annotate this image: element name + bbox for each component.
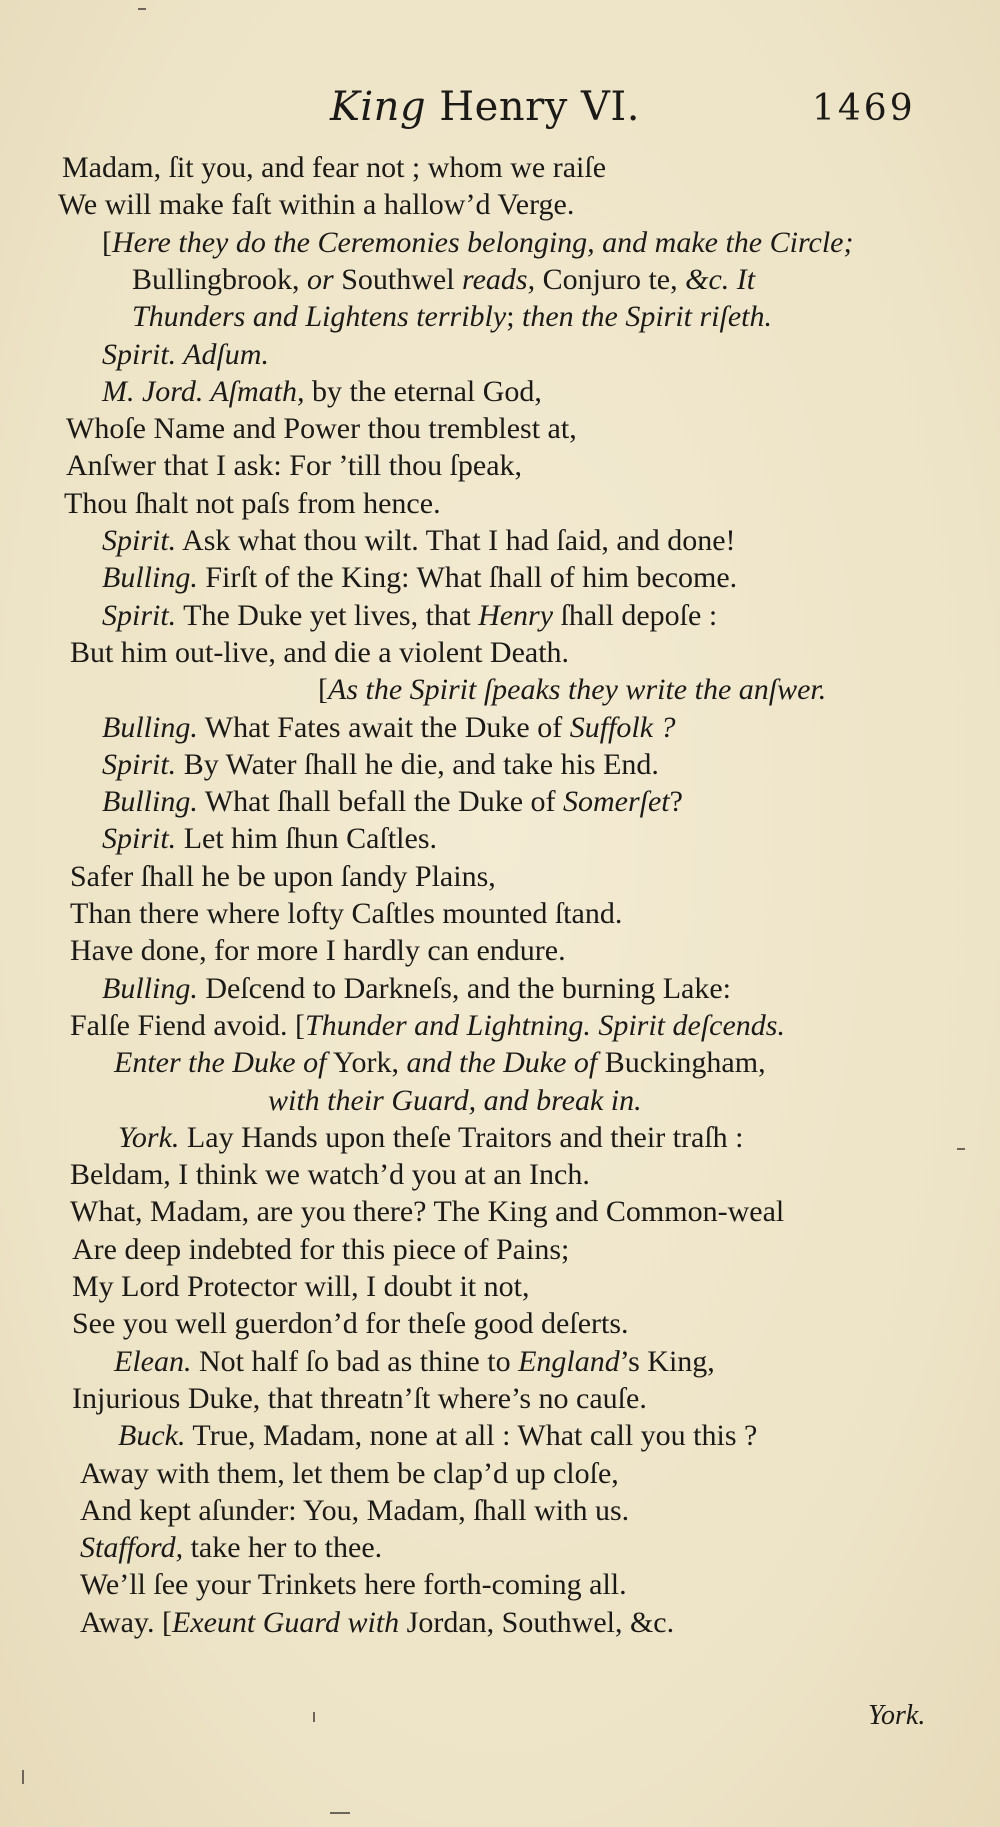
italic-span: Henry — [478, 598, 554, 632]
roman-span: What, Madam, are you there? The King and Common-weal — [70, 1195, 785, 1229]
text-line — [102, 710, 676, 746]
roman-span: York, — [326, 1046, 407, 1080]
scan-speck — [138, 8, 146, 10]
roman-span: Ask what thou wilt. That I had ſaid, and done! — [176, 524, 736, 557]
text-line — [70, 859, 496, 895]
text-line — [268, 1083, 642, 1119]
text-line — [70, 1194, 784, 1230]
text-line — [70, 896, 622, 932]
italic-span: Buck. — [118, 1419, 186, 1453]
italic-span: with their Guard, and break in. — [268, 1083, 642, 1117]
roman-span: Away with them, let them be clap’d up cloſe, — [80, 1456, 619, 1490]
text-line — [80, 1456, 619, 1492]
text-line — [102, 821, 437, 857]
roman-span: What ſhall befall the Duke of — [197, 785, 563, 819]
text-line — [72, 1381, 647, 1417]
italic-span: As the Spirit ſpeaks they write the anſwer. — [328, 673, 827, 707]
text-line — [70, 933, 566, 969]
italic-span: Here they do the Ceremonies belonging, and make the Circle; — [112, 225, 854, 259]
roman-span: Firſt of the King: What ſhall of him become. — [197, 561, 738, 595]
roman-span: ; — [506, 300, 523, 334]
roman-span: Southwel — [333, 262, 463, 296]
text-line — [118, 1418, 757, 1454]
italic-span: Elean. — [114, 1344, 192, 1378]
italic-span: Exeunt Guard with — [171, 1605, 400, 1639]
roman-span: [ — [102, 225, 112, 259]
italic-span: Suffolk ? — [569, 710, 676, 744]
roman-span: Conjuro te, — [535, 262, 686, 296]
text-line — [102, 971, 731, 1007]
roman-span: See you well guerdon’d for theſe good deſerts. — [72, 1307, 629, 1341]
roman-span: Anſwer that I ask: For ’till thou ſpeak, — [66, 449, 523, 483]
text-line — [102, 598, 717, 634]
text-line — [66, 411, 577, 447]
text-line — [132, 262, 755, 298]
scan-speck — [330, 1812, 350, 1814]
text-line — [132, 299, 772, 335]
italic-span: then the Spirit riſeth. — [522, 300, 773, 334]
text-line — [102, 747, 659, 783]
roman-span: Not half ſo bad as thine to — [191, 1344, 519, 1378]
roman-span: We will make faſt within a hallow’d Verge. — [58, 188, 575, 222]
text-line — [72, 1269, 529, 1305]
text-line — [102, 374, 542, 410]
roman-span: ’s King, — [619, 1344, 715, 1378]
italic-span: &c. It — [685, 262, 756, 296]
text-line — [66, 448, 522, 484]
italic-span: York. — [118, 1120, 180, 1154]
roman-span: Bullingbrook, — [132, 262, 308, 296]
italic-span: Stafford, — [80, 1531, 184, 1565]
roman-span: Thou ſhalt not paſs from hence. — [64, 486, 441, 520]
text-line — [318, 672, 826, 708]
text-line — [80, 1493, 629, 1529]
roman-span: Beldam, I think we watch’d you at an Inch. — [70, 1158, 590, 1192]
roman-span: Deſcend to Darkneſs, and the burning Lake: — [197, 971, 732, 1005]
italic-span: Spirit. — [102, 822, 177, 856]
scan-speck — [22, 1770, 24, 1784]
text-line — [58, 187, 574, 223]
roman-span: The Duke yet lives, that — [176, 598, 479, 632]
text-line — [64, 486, 441, 522]
text-line — [102, 337, 269, 373]
roman-span: take her to thee. — [183, 1531, 383, 1565]
text-line — [102, 560, 737, 596]
italic-span: Bulling. — [102, 561, 198, 595]
text-line — [102, 225, 853, 261]
text-line — [70, 1008, 785, 1044]
roman-span: Jordan, Southwel, &c. — [399, 1605, 675, 1639]
running-header — [0, 78, 1000, 138]
roman-span: True, Madam, none at all : What call you this ? — [185, 1419, 758, 1453]
roman-span: Are deep indebted for this piece of Pains; — [72, 1232, 570, 1266]
roman-span: But him out-live, and die a violent Death. — [70, 635, 570, 669]
roman-span: By Water ſhall he die, and take his End. — [176, 747, 659, 781]
italic-span: reads, — [462, 262, 536, 296]
text-line — [72, 1232, 569, 1268]
text-line — [114, 1045, 766, 1081]
italic-span: and the Duke of — [406, 1046, 598, 1080]
text-line — [80, 1567, 627, 1603]
italic-span: Thunders and Lightens terribly — [132, 300, 507, 334]
text-line — [62, 150, 606, 186]
italic-span: Enter the Duke of — [114, 1046, 327, 1080]
roman-span: What Fates await the Duke of — [197, 710, 570, 744]
text-line — [80, 1530, 382, 1566]
roman-span: Falſe Fiend avoid. [ — [70, 1008, 305, 1042]
page-number: 1469 — [812, 88, 916, 129]
roman-span: And kept aſunder: You, Madam, ſhall with us. — [80, 1493, 630, 1527]
italic-span: Bulling. — [102, 710, 198, 744]
running-title-rest: Henry VI. — [426, 84, 640, 130]
italic-span: M. Jord. Aſmath, — [102, 374, 305, 408]
roman-span: Lay Hands upon theſe Traitors and their traſh : — [179, 1120, 744, 1154]
roman-span: Whoſe Name and Power thou tremblest at, — [66, 412, 577, 446]
roman-span: ? — [669, 785, 683, 819]
roman-span: Madam, ſit you, and fear not ; whom we raiſe — [62, 151, 607, 184]
roman-span: We’ll ſee your Trinkets here forth-coming all. — [80, 1568, 627, 1602]
scan-speck — [957, 1148, 965, 1150]
italic-span: or — [307, 262, 334, 296]
roman-span: Buckingham, — [597, 1046, 766, 1080]
roman-span: by the eternal God, — [304, 374, 542, 408]
running-title-italic: King — [330, 84, 427, 130]
roman-span: Injurious Duke, that threatn’ſt where’s no cauſe. — [72, 1381, 647, 1415]
italic-span: Spirit. — [102, 747, 177, 781]
italic-span: Spirit. — [102, 598, 177, 632]
roman-span: ſhall depoſe : — [553, 598, 718, 632]
italic-span: Bulling. — [102, 971, 198, 1005]
italic-span: Spirit. — [102, 524, 177, 557]
roman-span: My Lord Protector will, I doubt it not, — [72, 1270, 530, 1303]
italic-span: Somerſet — [563, 785, 670, 819]
italic-span: England — [518, 1344, 620, 1378]
text-line — [102, 523, 736, 559]
text-line — [70, 635, 569, 671]
italic-span: Thunder and Lightning. Spirit deſcends. — [304, 1008, 785, 1042]
scan-speck — [313, 1712, 315, 1722]
italic-span: Spirit. Adſum. — [102, 337, 269, 371]
text-line — [118, 1120, 744, 1156]
text-line — [102, 784, 683, 820]
running-title — [330, 84, 640, 130]
roman-span: Away. — [80, 1605, 155, 1639]
roman-span: [ — [318, 673, 328, 707]
roman-span: Safer ſhall he be upon ſandy Plains, — [70, 859, 496, 893]
roman-span: Than there where lofty Caſtles mounted ſtand. — [70, 897, 623, 930]
roman-span: Let him ſhun Caſtles. — [176, 822, 437, 856]
roman-span: [ — [154, 1605, 172, 1639]
text-line — [114, 1344, 715, 1380]
text-line — [70, 1157, 590, 1193]
italic-span: Bulling. — [102, 785, 198, 819]
catchword: York. — [868, 1700, 926, 1731]
text-line — [72, 1306, 629, 1342]
roman-span: Have done, for more I hardly can endure. — [70, 934, 566, 968]
text-line — [80, 1605, 674, 1641]
